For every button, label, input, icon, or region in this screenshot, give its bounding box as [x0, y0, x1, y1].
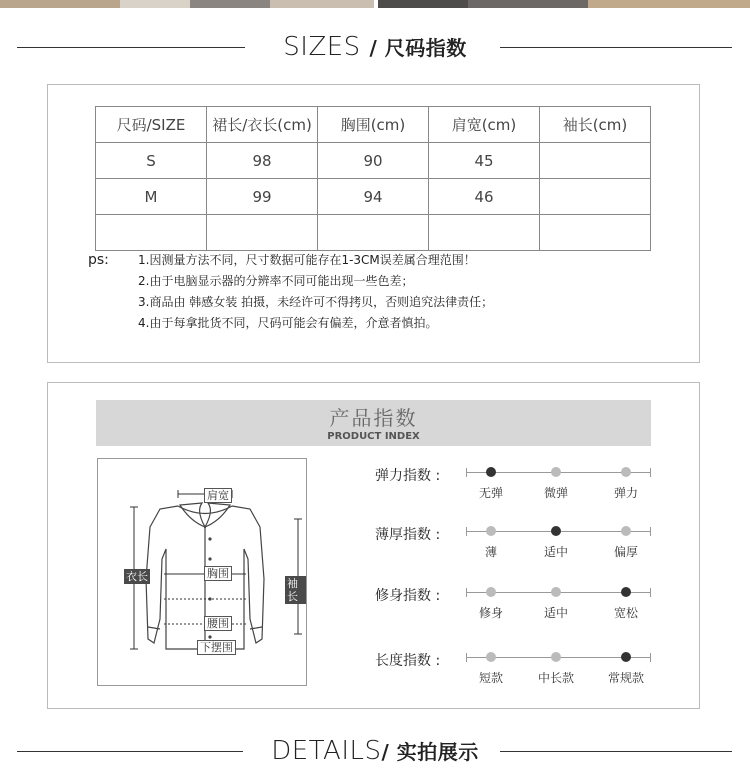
table-cell — [207, 215, 318, 251]
index-dot — [551, 526, 561, 536]
index-label-elasticity: 弹力指数 : — [375, 468, 441, 484]
scale-tick — [466, 527, 467, 536]
index-dot — [551, 587, 561, 597]
label-sleeve: 袖长 — [285, 576, 306, 604]
note-line: 2.由于电脑显示器的分辨率不同可能出现一些色差； — [138, 274, 414, 288]
scale-tick — [650, 588, 651, 597]
notes-ps-label: ps: — [88, 252, 109, 268]
index-label-length: 长度指数 : — [375, 653, 441, 669]
table-cell — [318, 215, 429, 251]
product-index-title-en: PRODUCT INDEX — [327, 431, 420, 442]
garment-diagram — [97, 458, 307, 686]
table-cell — [429, 215, 540, 251]
size-table-panel — [47, 84, 700, 363]
index-label-thickness: 薄厚指数 : — [375, 527, 441, 543]
details-title-cn: 实拍展示 — [396, 740, 479, 764]
table-cell: 98 — [207, 143, 318, 179]
scale-tick — [466, 468, 467, 477]
index-option: 适中 — [543, 606, 568, 620]
table-cell: 90 — [318, 143, 429, 179]
scale-tick — [466, 653, 467, 662]
index-dot — [486, 526, 496, 536]
index-option: 宽松 — [613, 606, 638, 620]
note-line: 3.商品由 韩感女装 拍摄，未经许可不得拷贝，否则追究法律责任； — [138, 295, 494, 309]
scale-tick — [650, 653, 651, 662]
col-header-length: 裙长/衣长(cm) — [207, 107, 318, 143]
note-line: 4.由于每拿批货不同，尺码可能会有偏差，介意者慎拍。 — [138, 316, 438, 330]
table-cell — [96, 215, 207, 251]
index-label-fit: 修身指数 : — [375, 588, 441, 604]
index-dot — [551, 652, 561, 662]
index-option: 适中 — [543, 545, 568, 559]
table-cell: 46 — [429, 179, 540, 215]
sizes-title — [0, 32, 750, 62]
index-option: 偏厚 — [613, 545, 638, 559]
col-header-sleeve: 袖长(cm) — [540, 107, 651, 143]
index-dot — [486, 652, 496, 662]
index-option: 微弹 — [543, 486, 568, 500]
table-cell: 94 — [318, 179, 429, 215]
index-dot — [621, 587, 631, 597]
index-dot — [621, 526, 631, 536]
table-cell — [540, 143, 651, 179]
index-dot — [621, 467, 631, 477]
table-row — [96, 143, 651, 179]
label-shoulder: 肩宽 — [204, 488, 232, 503]
sizes-title-sep: / — [369, 36, 385, 60]
photo-strip-top — [0, 0, 750, 8]
index-dot — [486, 587, 496, 597]
col-header-size: 尺码/SIZE — [96, 107, 207, 143]
label-waist: 腰围 — [204, 616, 232, 631]
scale-tick — [466, 588, 467, 597]
index-dot — [486, 467, 496, 477]
product-index-panel — [47, 382, 700, 709]
index-option: 修身 — [478, 606, 503, 620]
size-table — [95, 106, 651, 251]
table-cell — [540, 215, 651, 251]
details-title-en: DETAILS — [271, 736, 382, 766]
table-cell: 45 — [429, 143, 540, 179]
sizes-title-en: SIZES — [283, 32, 361, 62]
sizes-title-cn: 尺码指数 — [384, 36, 467, 60]
index-option: 常规款 — [607, 671, 644, 685]
table-header-row — [96, 107, 651, 143]
product-index-title-cn: 产品指数 — [329, 406, 418, 430]
index-option: 中长款 — [537, 671, 574, 685]
label-chest: 胸围 — [204, 566, 232, 581]
note-line: 1.因测量方法不同，尺寸数据可能存在1-3CM误差属合理范围！ — [138, 253, 476, 267]
table-cell: S — [96, 143, 207, 179]
table-row — [96, 179, 651, 215]
index-option: 无弹 — [478, 486, 503, 500]
details-title — [0, 736, 750, 766]
col-header-chest: 胸围(cm) — [318, 107, 429, 143]
index-dot — [551, 467, 561, 477]
table-cell — [540, 179, 651, 215]
details-title-sep: / — [381, 740, 397, 764]
label-length: 衣长 — [126, 570, 148, 583]
index-option: 弹力 — [613, 486, 638, 500]
scale-tick — [650, 468, 651, 477]
table-cell: M — [96, 179, 207, 215]
label-hem: 下摆围 — [197, 640, 236, 655]
product-index-header — [96, 400, 651, 446]
table-row — [96, 215, 651, 251]
col-header-shoulder: 肩宽(cm) — [429, 107, 540, 143]
index-option: 薄 — [484, 545, 497, 559]
index-option: 短款 — [478, 671, 503, 685]
scale-tick — [650, 527, 651, 536]
index-dot — [621, 652, 631, 662]
table-cell: 99 — [207, 179, 318, 215]
